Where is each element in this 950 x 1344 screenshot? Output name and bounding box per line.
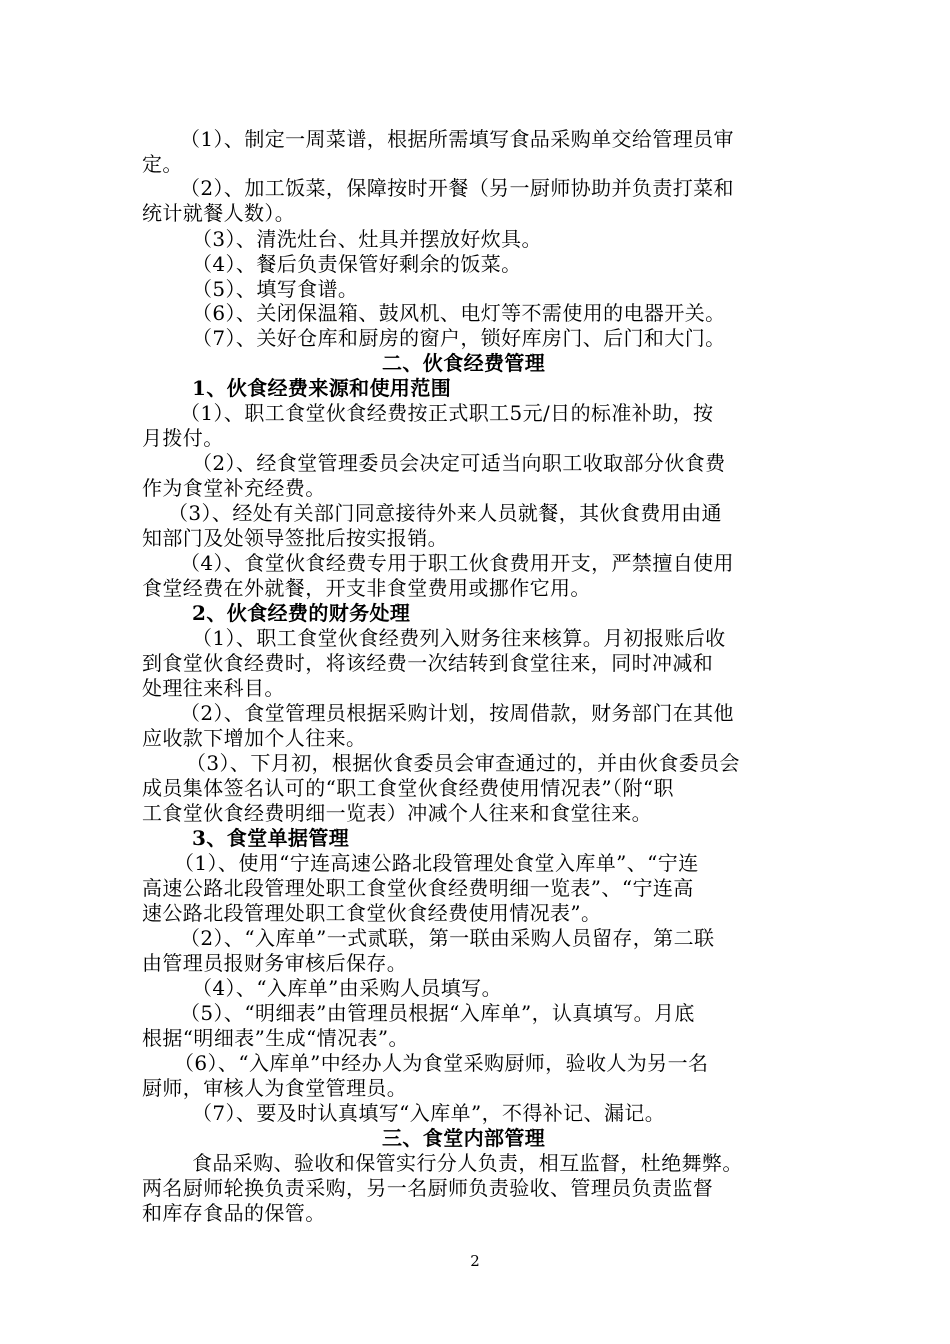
text-line: （2）、食堂管理员根据采购计划，按周借款，财务部门在其他 — [180, 701, 734, 725]
text-line: 成员集体签名认可的“职工食堂伙食经费使用情况表”（附“职 — [142, 776, 674, 800]
text-line: （2）、经食堂管理委员会决定可适当向职工收取部分伙食费 — [192, 451, 726, 475]
text-line: （4）、食堂伙食经费专用于职工伙食费用开支，严禁擅自使用 — [180, 551, 734, 575]
subsection-heading: 2、伙食经费的财务处理 — [192, 601, 411, 625]
text-line: 应收款下增加个人往来。 — [142, 726, 367, 750]
text-line: （3）、经处有关部门同意接待外来人员就餐，其伙食费用由通 — [168, 501, 722, 525]
text-line: 知部门及处领导签批后按实报销。 — [142, 526, 448, 550]
subsection-heading: 3、食堂单据管理 — [192, 826, 350, 850]
text-line: （1）、职工食堂伙食经费按正式职工5元/日的标准补助，按 — [180, 401, 714, 425]
text-line: 定。 — [142, 152, 183, 176]
text-line: 根据“明细表”生成“情况表”。 — [142, 1026, 409, 1050]
text-line: （4）、“入库单”由采购人员填写。 — [192, 976, 502, 1000]
text-line: 工食堂伙食经费明细一览表）冲减个人往来和食堂往来。 — [142, 801, 652, 825]
subsection-heading: 1、伙食经费来源和使用范围 — [192, 376, 452, 400]
text-line: 由管理员报财务审核后保存。 — [142, 951, 408, 975]
text-line: （1）、职工食堂伙食经费列入财务往来核算。月初报账后收 — [192, 626, 726, 650]
text-line: （7）、要及时认真填写“入库单”，不得补记、漏记。 — [192, 1101, 666, 1125]
text-line: （2）、“入库单”一式贰联，第一联由采购人员留存，第二联 — [180, 926, 715, 950]
text-line: 食堂经费在外就餐，开支非食堂费用或挪作它用。 — [142, 576, 591, 600]
text-line: （6）、“入库单”中经办人为食堂采购厨师，验收人为另一名 — [174, 1051, 709, 1075]
text-line: 作为食堂补充经费。 — [142, 476, 326, 500]
text-line: 两名厨师轮换负责采购，另一名厨师负责验收、管理员负责监督 — [142, 1176, 714, 1200]
page-number: 2 — [470, 1252, 480, 1270]
text-line: （4）、餐后负责保管好剩余的饭菜。 — [192, 252, 522, 276]
text-line: （7）、关好仓库和厨房的窗户，锁好库房门、后门和大门。 — [192, 326, 726, 350]
text-line: （2）、加工饭菜，保障按时开餐（另一厨师协助并负责打菜和 — [180, 176, 734, 200]
text-line: （5）、填写食谱。 — [192, 277, 359, 301]
text-line: （1）、使用“宁连高速公路北段管理处食堂入库单”、“宁连 — [174, 851, 699, 875]
text-line: 到食堂伙食经费时，将该经费一次结转到食堂往来，同时冲减和 — [142, 651, 714, 675]
text-line: （3）、下月初，根据伙食委员会审查通过的，并由伙食委员会 — [186, 751, 740, 775]
text-line: 月拨付。 — [142, 426, 224, 450]
text-line: （5）、“明细表”由管理员根据“入库单”，认真填写。月底 — [180, 1001, 695, 1025]
text-line: （1）、制定一周菜谱，根据所需填写食品采购单交给管理员审 — [180, 127, 734, 151]
text-line: 高速公路北段管理处职工食堂伙食经费明细一览表”、“宁连高 — [142, 876, 694, 900]
section-heading: 二、伙食经费管理 — [382, 351, 546, 375]
text-line: 厨师，审核人为食堂管理员。 — [142, 1076, 408, 1100]
text-line: 速公路北段管理处职工食堂伙食经费使用情况表”。 — [142, 901, 602, 925]
text-line: 食品采购、验收和保管实行分人负责，相互监督，杜绝舞弊。 — [192, 1151, 743, 1175]
text-line: 处理往来科目。 — [142, 676, 285, 700]
section-heading: 三、食堂内部管理 — [382, 1126, 546, 1150]
text-line: 统计就餐人数）。 — [142, 201, 296, 225]
text-line: （6）、关闭保温箱、鼓风机、电灯等不需使用的电器开关。 — [192, 301, 726, 325]
text-line: （3）、清洗灶台、灶具并摆放好炊具。 — [192, 227, 542, 251]
text-line: 和库存食品的保管。 — [142, 1201, 326, 1225]
